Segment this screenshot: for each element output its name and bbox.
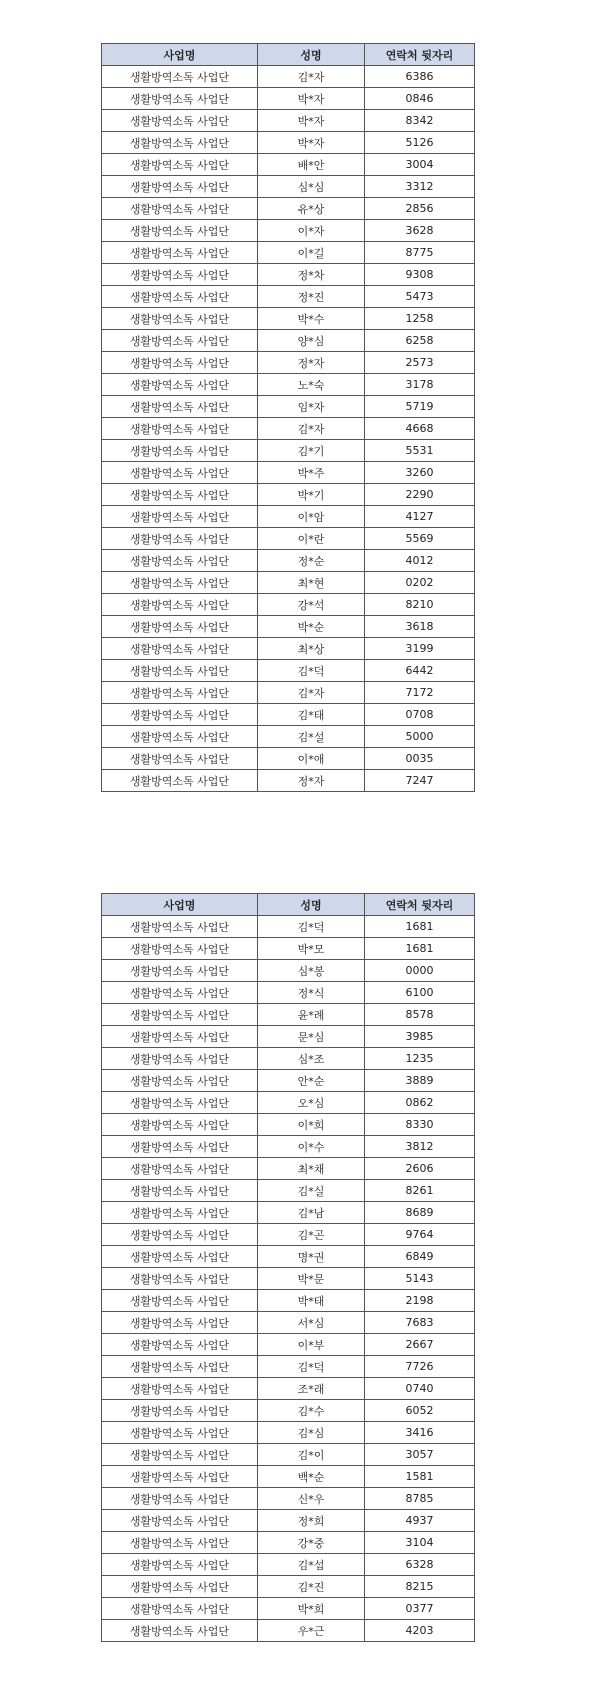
cell-org: 생활방역소독 사업단 — [102, 704, 258, 726]
cell-org: 생활방역소독 사업단 — [102, 396, 258, 418]
table-row — [102, 660, 475, 682]
cell-phone: 6386 — [365, 66, 475, 88]
cell-name: 정*차 — [258, 264, 365, 286]
roster-body — [102, 66, 475, 792]
cell-name: 노*숙 — [258, 374, 365, 396]
cell-phone: 3312 — [365, 176, 475, 198]
cell-name: 백*순 — [258, 1466, 365, 1488]
cell-name: 임*자 — [258, 396, 365, 418]
cell-phone: 3618 — [365, 616, 475, 638]
cell-phone: 2290 — [365, 484, 475, 506]
cell-name: 정*자 — [258, 770, 365, 792]
cell-org: 생활방역소독 사업단 — [102, 1312, 258, 1334]
cell-phone: 1681 — [365, 938, 475, 960]
table-row — [102, 1554, 475, 1576]
cell-org: 생활방역소독 사업단 — [102, 242, 258, 264]
table-row — [102, 1048, 475, 1070]
table-row — [102, 1312, 475, 1334]
cell-org: 생활방역소독 사업단 — [102, 938, 258, 960]
cell-org: 생활방역소독 사업단 — [102, 1268, 258, 1290]
header-phone: 연락처 뒷자리 — [365, 44, 475, 66]
cell-phone: 3628 — [365, 220, 475, 242]
cell-name: 강*석 — [258, 594, 365, 616]
table-row — [102, 594, 475, 616]
cell-phone: 9308 — [365, 264, 475, 286]
cell-org: 생활방역소독 사업단 — [102, 1004, 258, 1026]
cell-phone: 1581 — [365, 1466, 475, 1488]
cell-name: 박*기 — [258, 484, 365, 506]
cell-name: 정*희 — [258, 1510, 365, 1532]
cell-name: 이*수 — [258, 1136, 365, 1158]
cell-name: 오*심 — [258, 1092, 365, 1114]
cell-org: 생활방역소독 사업단 — [102, 1026, 258, 1048]
table-row — [102, 374, 475, 396]
table-row — [102, 418, 475, 440]
cell-phone: 7683 — [365, 1312, 475, 1334]
cell-phone: 3889 — [365, 1070, 475, 1092]
table-row — [102, 132, 475, 154]
cell-org: 생활방역소독 사업단 — [102, 1510, 258, 1532]
cell-name: 유*상 — [258, 198, 365, 220]
cell-name: 김*남 — [258, 1202, 365, 1224]
cell-name: 심*봉 — [258, 960, 365, 982]
table-row — [102, 176, 475, 198]
cell-phone: 0377 — [365, 1598, 475, 1620]
table-row — [102, 1466, 475, 1488]
cell-org: 생활방역소독 사업단 — [102, 308, 258, 330]
cell-name: 양*심 — [258, 330, 365, 352]
table-row — [102, 1576, 475, 1598]
cell-name: 이*부 — [258, 1334, 365, 1356]
cell-org: 생활방역소독 사업단 — [102, 1048, 258, 1070]
table-row — [102, 1070, 475, 1092]
table-row — [102, 528, 475, 550]
cell-name: 심*조 — [258, 1048, 365, 1070]
cell-phone: 8210 — [365, 594, 475, 616]
table-row — [102, 198, 475, 220]
table-row — [102, 1268, 475, 1290]
table-row — [102, 1136, 475, 1158]
cell-org: 생활방역소독 사업단 — [102, 572, 258, 594]
table-row — [102, 1620, 475, 1642]
cell-phone: 0708 — [365, 704, 475, 726]
cell-phone: 8689 — [365, 1202, 475, 1224]
table-row — [102, 916, 475, 938]
table-row — [102, 1488, 475, 1510]
cell-org: 생활방역소독 사업단 — [102, 1202, 258, 1224]
table-row — [102, 330, 475, 352]
cell-org: 생활방역소독 사업단 — [102, 154, 258, 176]
cell-phone: 5719 — [365, 396, 475, 418]
cell-org: 생활방역소독 사업단 — [102, 1422, 258, 1444]
cell-phone: 0846 — [365, 88, 475, 110]
cell-org: 생활방역소독 사업단 — [102, 1576, 258, 1598]
cell-name: 김*덕 — [258, 916, 365, 938]
table-row — [102, 1004, 475, 1026]
header-org: 사업명 — [102, 894, 258, 916]
cell-name: 김*곤 — [258, 1224, 365, 1246]
cell-org: 생활방역소독 사업단 — [102, 1070, 258, 1092]
cell-org: 생활방역소독 사업단 — [102, 1356, 258, 1378]
cell-name: 박*자 — [258, 132, 365, 154]
cell-org: 생활방역소독 사업단 — [102, 770, 258, 792]
table-row — [102, 308, 475, 330]
cell-phone: 3104 — [365, 1532, 475, 1554]
cell-org: 생활방역소독 사업단 — [102, 1400, 258, 1422]
roster-body — [102, 916, 475, 1642]
table-row — [102, 1180, 475, 1202]
cell-org: 생활방역소독 사업단 — [102, 506, 258, 528]
cell-name: 김*진 — [258, 1576, 365, 1598]
cell-org: 생활방역소독 사업단 — [102, 594, 258, 616]
cell-org: 생활방역소독 사업단 — [102, 352, 258, 374]
table-row — [102, 550, 475, 572]
cell-phone: 9764 — [365, 1224, 475, 1246]
cell-name: 김*설 — [258, 726, 365, 748]
cell-name: 김*이 — [258, 1444, 365, 1466]
cell-name: 심*심 — [258, 176, 365, 198]
cell-phone: 6328 — [365, 1554, 475, 1576]
cell-phone: 3178 — [365, 374, 475, 396]
cell-name: 김*덕 — [258, 660, 365, 682]
cell-org: 생활방역소독 사업단 — [102, 726, 258, 748]
cell-name: 배*안 — [258, 154, 365, 176]
cell-phone: 4127 — [365, 506, 475, 528]
cell-name: 박*태 — [258, 1290, 365, 1312]
table-row — [102, 1334, 475, 1356]
cell-name: 안*순 — [258, 1070, 365, 1092]
cell-phone: 3812 — [365, 1136, 475, 1158]
cell-phone: 3416 — [365, 1422, 475, 1444]
cell-name: 김*실 — [258, 1180, 365, 1202]
cell-org: 생활방역소독 사업단 — [102, 286, 258, 308]
table-row — [102, 1400, 475, 1422]
cell-phone: 5143 — [365, 1268, 475, 1290]
cell-phone: 4012 — [365, 550, 475, 572]
header-name: 성명 — [258, 44, 365, 66]
cell-phone: 6442 — [365, 660, 475, 682]
header-org: 사업명 — [102, 44, 258, 66]
cell-phone: 6100 — [365, 982, 475, 1004]
table-row — [102, 1224, 475, 1246]
cell-name: 최*현 — [258, 572, 365, 594]
cell-org: 생활방역소독 사업단 — [102, 1246, 258, 1268]
cell-org: 생활방역소독 사업단 — [102, 1224, 258, 1246]
cell-name: 우*근 — [258, 1620, 365, 1642]
cell-org: 생활방역소독 사업단 — [102, 1092, 258, 1114]
cell-name: 박*순 — [258, 616, 365, 638]
table-row — [102, 704, 475, 726]
header-row — [102, 44, 475, 66]
table-row — [102, 440, 475, 462]
table-row — [102, 616, 475, 638]
table-row — [102, 352, 475, 374]
cell-name: 김*자 — [258, 682, 365, 704]
cell-org: 생활방역소독 사업단 — [102, 1334, 258, 1356]
cell-name: 박*자 — [258, 110, 365, 132]
cell-name: 박*자 — [258, 88, 365, 110]
cell-org: 생활방역소독 사업단 — [102, 462, 258, 484]
cell-name: 최*상 — [258, 638, 365, 660]
cell-org: 생활방역소독 사업단 — [102, 682, 258, 704]
cell-name: 김*기 — [258, 440, 365, 462]
cell-phone: 5531 — [365, 440, 475, 462]
cell-org: 생활방역소독 사업단 — [102, 1114, 258, 1136]
cell-name: 김*심 — [258, 1422, 365, 1444]
table-row — [102, 110, 475, 132]
cell-org: 생활방역소독 사업단 — [102, 484, 258, 506]
table-row — [102, 572, 475, 594]
cell-org: 생활방역소독 사업단 — [102, 66, 258, 88]
cell-org: 생활방역소독 사업단 — [102, 982, 258, 1004]
table-row — [102, 682, 475, 704]
table-row — [102, 264, 475, 286]
cell-phone: 8342 — [365, 110, 475, 132]
cell-name: 박*희 — [258, 1598, 365, 1620]
cell-org: 생활방역소독 사업단 — [102, 1532, 258, 1554]
cell-phone: 1681 — [365, 916, 475, 938]
cell-phone: 0740 — [365, 1378, 475, 1400]
cell-org: 생활방역소독 사업단 — [102, 638, 258, 660]
cell-phone: 5000 — [365, 726, 475, 748]
table-row — [102, 938, 475, 960]
cell-name: 이*애 — [258, 748, 365, 770]
cell-name: 정*진 — [258, 286, 365, 308]
table-row — [102, 220, 475, 242]
cell-org: 생활방역소독 사업단 — [102, 1488, 258, 1510]
cell-phone: 6052 — [365, 1400, 475, 1422]
cell-org: 생활방역소독 사업단 — [102, 264, 258, 286]
table-row — [102, 1598, 475, 1620]
cell-org: 생활방역소독 사업단 — [102, 1180, 258, 1202]
cell-phone: 8775 — [365, 242, 475, 264]
table-row — [102, 960, 475, 982]
cell-org: 생활방역소독 사업단 — [102, 88, 258, 110]
cell-org: 생활방역소독 사업단 — [102, 748, 258, 770]
cell-name: 김*수 — [258, 1400, 365, 1422]
cell-phone: 2198 — [365, 1290, 475, 1312]
table-row — [102, 88, 475, 110]
cell-phone: 6849 — [365, 1246, 475, 1268]
cell-phone: 2667 — [365, 1334, 475, 1356]
table-row — [102, 1158, 475, 1180]
cell-org: 생활방역소독 사업단 — [102, 1378, 258, 1400]
cell-name: 이*암 — [258, 506, 365, 528]
table-row — [102, 242, 475, 264]
cell-name: 문*심 — [258, 1026, 365, 1048]
cell-name: 신*우 — [258, 1488, 365, 1510]
cell-org: 생활방역소독 사업단 — [102, 176, 258, 198]
roster-table-1 — [101, 43, 475, 792]
cell-org: 생활방역소독 사업단 — [102, 418, 258, 440]
cell-name: 김*덕 — [258, 1356, 365, 1378]
cell-phone: 8261 — [365, 1180, 475, 1202]
cell-phone: 2606 — [365, 1158, 475, 1180]
cell-phone: 2856 — [365, 198, 475, 220]
cell-phone: 8785 — [365, 1488, 475, 1510]
cell-name: 김*자 — [258, 418, 365, 440]
cell-phone: 4203 — [365, 1620, 475, 1642]
cell-name: 이*희 — [258, 1114, 365, 1136]
cell-phone: 0202 — [365, 572, 475, 594]
cell-phone: 6258 — [365, 330, 475, 352]
cell-name: 김*태 — [258, 704, 365, 726]
table-row — [102, 286, 475, 308]
cell-phone: 3004 — [365, 154, 475, 176]
cell-org: 생활방역소독 사업단 — [102, 550, 258, 572]
cell-name: 박*수 — [258, 308, 365, 330]
cell-org: 생활방역소독 사업단 — [102, 1136, 258, 1158]
cell-org: 생활방역소독 사업단 — [102, 1620, 258, 1642]
cell-org: 생활방역소독 사업단 — [102, 330, 258, 352]
cell-phone: 3199 — [365, 638, 475, 660]
table-row — [102, 1246, 475, 1268]
table-row — [102, 1290, 475, 1312]
cell-org: 생활방역소독 사업단 — [102, 198, 258, 220]
cell-name: 조*래 — [258, 1378, 365, 1400]
cell-org: 생활방역소독 사업단 — [102, 110, 258, 132]
cell-phone: 5473 — [365, 286, 475, 308]
cell-name: 정*자 — [258, 352, 365, 374]
cell-phone: 4668 — [365, 418, 475, 440]
cell-name: 최*채 — [258, 1158, 365, 1180]
table-row — [102, 66, 475, 88]
table-row — [102, 748, 475, 770]
table-row — [102, 1026, 475, 1048]
table-row — [102, 396, 475, 418]
table-row — [102, 982, 475, 1004]
cell-name: 김*자 — [258, 66, 365, 88]
cell-org: 생활방역소독 사업단 — [102, 1158, 258, 1180]
cell-phone: 7726 — [365, 1356, 475, 1378]
table-row — [102, 1532, 475, 1554]
cell-phone: 7172 — [365, 682, 475, 704]
cell-org: 생활방역소독 사업단 — [102, 1290, 258, 1312]
table-row — [102, 154, 475, 176]
cell-name: 서*심 — [258, 1312, 365, 1334]
cell-phone: 3985 — [365, 1026, 475, 1048]
cell-phone: 7247 — [365, 770, 475, 792]
table-row — [102, 1092, 475, 1114]
cell-phone: 4937 — [365, 1510, 475, 1532]
cell-org: 생활방역소독 사업단 — [102, 220, 258, 242]
table-row — [102, 1356, 475, 1378]
table-row — [102, 506, 475, 528]
cell-phone: 0862 — [365, 1092, 475, 1114]
cell-name: 명*권 — [258, 1246, 365, 1268]
cell-name: 박*모 — [258, 938, 365, 960]
cell-phone: 0000 — [365, 960, 475, 982]
cell-org: 생활방역소독 사업단 — [102, 960, 258, 982]
cell-name: 이*길 — [258, 242, 365, 264]
cell-org: 생활방역소독 사업단 — [102, 440, 258, 462]
cell-name: 김*섭 — [258, 1554, 365, 1576]
cell-org: 생활방역소독 사업단 — [102, 1554, 258, 1576]
table-row — [102, 638, 475, 660]
table-row — [102, 1114, 475, 1136]
cell-phone: 0035 — [365, 748, 475, 770]
header-phone: 연락처 뒷자리 — [365, 894, 475, 916]
cell-name: 정*식 — [258, 982, 365, 1004]
cell-name: 이*자 — [258, 220, 365, 242]
table-row — [102, 726, 475, 748]
cell-phone: 1258 — [365, 308, 475, 330]
cell-org: 생활방역소독 사업단 — [102, 1598, 258, 1620]
cell-phone: 8330 — [365, 1114, 475, 1136]
cell-org: 생활방역소독 사업단 — [102, 528, 258, 550]
cell-phone: 2573 — [365, 352, 475, 374]
cell-org: 생활방역소독 사업단 — [102, 1444, 258, 1466]
table-row — [102, 1510, 475, 1532]
table-row — [102, 770, 475, 792]
cell-org: 생활방역소독 사업단 — [102, 132, 258, 154]
cell-name: 윤*례 — [258, 1004, 365, 1026]
table-row — [102, 1444, 475, 1466]
header-name: 성명 — [258, 894, 365, 916]
cell-name: 박*주 — [258, 462, 365, 484]
cell-name: 박*문 — [258, 1268, 365, 1290]
cell-phone: 5126 — [365, 132, 475, 154]
table-row — [102, 1378, 475, 1400]
cell-phone: 3057 — [365, 1444, 475, 1466]
cell-name: 이*란 — [258, 528, 365, 550]
cell-name: 정*순 — [258, 550, 365, 572]
cell-phone: 1235 — [365, 1048, 475, 1070]
cell-org: 생활방역소독 사업단 — [102, 1466, 258, 1488]
cell-phone: 8578 — [365, 1004, 475, 1026]
table-row — [102, 1422, 475, 1444]
roster-table-2 — [101, 893, 475, 1642]
cell-phone: 5569 — [365, 528, 475, 550]
cell-phone: 8215 — [365, 1576, 475, 1598]
table-row — [102, 462, 475, 484]
header-row — [102, 894, 475, 916]
cell-org: 생활방역소독 사업단 — [102, 374, 258, 396]
cell-phone: 3260 — [365, 462, 475, 484]
table-row — [102, 484, 475, 506]
cell-org: 생활방역소독 사업단 — [102, 916, 258, 938]
cell-org: 생활방역소독 사업단 — [102, 616, 258, 638]
cell-org: 생활방역소독 사업단 — [102, 660, 258, 682]
table-row — [102, 1202, 475, 1224]
cell-name: 강*중 — [258, 1532, 365, 1554]
